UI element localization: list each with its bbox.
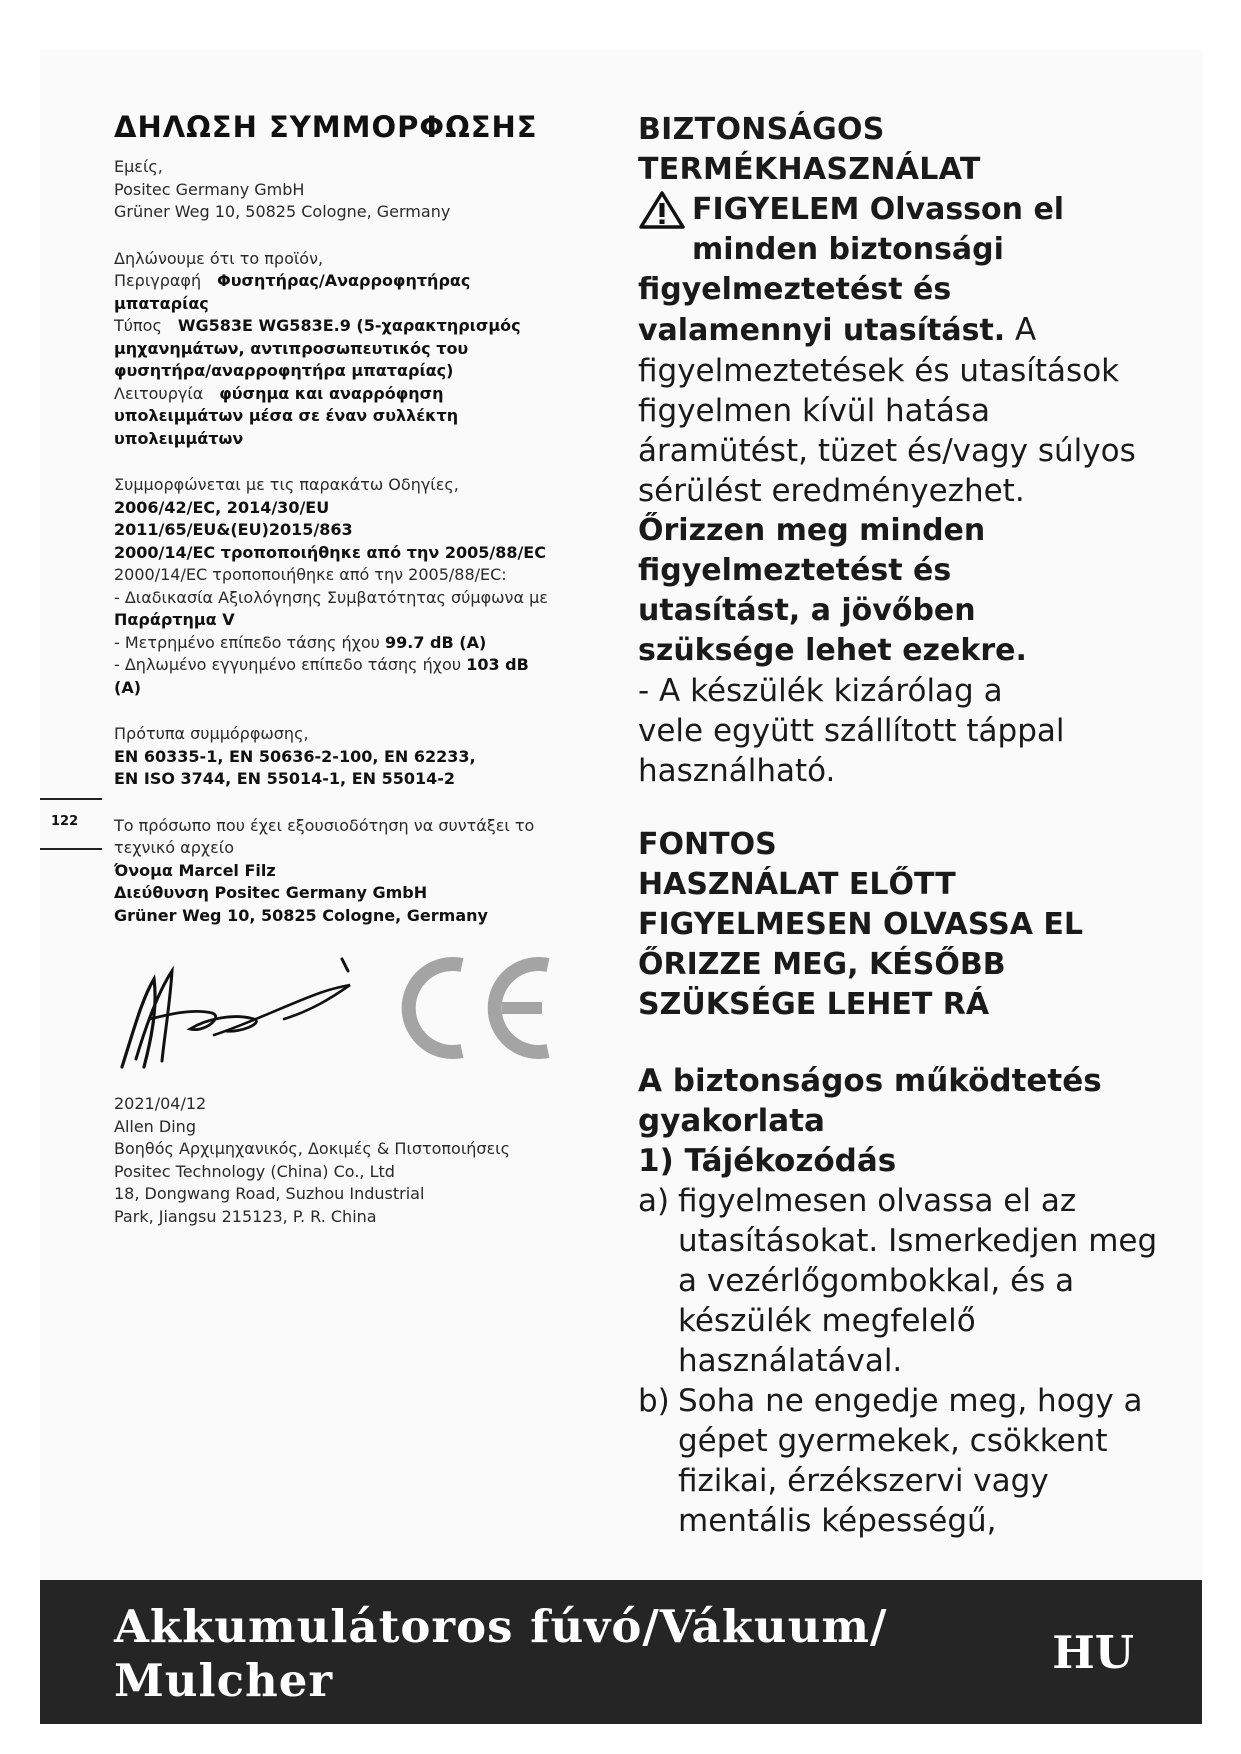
language-code: HU — [1052, 1626, 1134, 1679]
warning-triangle-icon — [638, 190, 686, 230]
measured-label: - Μετρημένο επίπεδο τάσης ήχου — [114, 632, 380, 652]
signer-company: Positec Technology (China) Co., Ltd — [114, 1161, 395, 1181]
authorized-line: τεχνικό αρχείο — [114, 838, 234, 857]
signer-address: Park, Jiangsu 215123, P. R. China — [114, 1206, 377, 1226]
guaranteed-row — [114, 654, 614, 677]
practice-heading — [638, 1061, 1158, 1181]
signer-name: Allen Ding — [114, 1116, 196, 1136]
list-text: figyelmesen olvassa el az utasításokat. Ismerkedjen meg a vezérlőgombokkal, és a készülék megfelelő használatával. — [678, 1183, 1158, 1379]
procedure-line: - Διαδικασία Αξιολόγησης Συμβατότητας σύμφωνα με — [114, 587, 548, 607]
power-note: - A készülék kizárólag a — [638, 673, 1003, 709]
important-line: HASZNÁLAT ELŐTT — [638, 867, 956, 902]
type-value-cont: φυσητήρα/αναρροφητήρα μπαταρίας) — [114, 361, 454, 380]
annex: Παράρτημα V — [114, 610, 235, 629]
keep-instructions: szüksége lehet ezekre. — [638, 633, 1027, 668]
footer-bar — [40, 1580, 1202, 1724]
important-line: FONTOS — [638, 827, 777, 862]
safety-title: BIZTONSÁGOS — [638, 112, 885, 147]
function-value-cont: υπολειμμάτων — [114, 428, 244, 448]
guaranteed-value-cont: (A) — [114, 677, 142, 697]
measured-row — [114, 632, 614, 655]
function-value-cont: υπολειμμάτων μέσα σε έναν συλλέκτη — [114, 406, 459, 425]
intro-line: Grüner Weg 10, 50825 Cologne, Germany — [114, 202, 451, 221]
guaranteed-value: 103 dB — [466, 655, 529, 674]
practice-title: A biztonságos működtetés — [638, 1063, 1102, 1099]
directive-line: 2000/14/EC τροποποιήθηκε από την 2005/88/EC — [114, 542, 546, 562]
standards-line: EN ISO 3744, EN 55014-1, EN 55014-2 — [114, 769, 456, 788]
intro-line: Positec Germany GmbH — [114, 179, 305, 199]
product-title — [114, 1600, 974, 1708]
directive-line: 2006/42/EC, 2014/30/EU — [114, 497, 330, 517]
description-label: Περιγραφή — [114, 271, 202, 290]
description-value: Φυσητήρας/Αναρροφητήρας — [217, 271, 471, 290]
ce-mark — [396, 953, 556, 1063]
signer-address: 18, Dongwang Road, Suzhou Industrial — [114, 1184, 425, 1203]
warning-heading-cont — [638, 310, 1158, 351]
practice-title: gyakorlata — [638, 1103, 825, 1139]
function-row — [114, 383, 614, 406]
signature-image — [114, 949, 364, 1079]
signature-row — [114, 949, 614, 1089]
signature-date: 2021/04/12 — [114, 1094, 207, 1113]
authorized-address: Διεύθυνση Positec Germany GmbH — [114, 883, 428, 902]
description-value-cont: μπαταρίας — [114, 293, 209, 313]
type-row — [114, 315, 614, 338]
description-row — [114, 270, 614, 293]
safety-title: TERMÉKHASZNÁLAT — [638, 152, 981, 187]
type-value: WG583E WG583E.9 (5-χαρακτηρισμός — [177, 316, 521, 335]
standards-line: EN 60335-1, EN 50636-2-100, EN 62233, — [114, 746, 476, 766]
directive-line: 2011/65/EU&(EU)2015/863 — [114, 520, 353, 539]
warning-body: figyelmen kívül hatása — [638, 393, 990, 429]
signer-role: Βοηθός Αρχιμηχανικός, Δοκιμές & Πιστοποιήσεις — [114, 1139, 510, 1158]
directive-plain: 2000/14/EC τροποποιήθηκε από την 2005/88/EC: — [114, 565, 507, 584]
list-marker: a) — [638, 1183, 670, 1219]
list-text: Soha ne engedje meg, hogy a gépet gyermekek, csökkent fizikai, érzékszervi vagy mentális képességű, — [678, 1383, 1143, 1539]
page-number: 122 — [51, 814, 79, 829]
warning-heading-end: valamennyi utasítást. — [638, 313, 1006, 348]
important-block — [638, 825, 1158, 1025]
intro-line: Εμείς, — [114, 157, 163, 176]
declaration-column — [114, 110, 614, 1228]
warning-heading-cont: figyelmeztetést és — [638, 272, 952, 307]
function-label: Λειτουργία — [114, 383, 204, 403]
authorized-address-cont: Grüner Weg 10, 50825 Cologne, Germany — [114, 905, 488, 925]
warning-heading-cont: minden biztonsági — [692, 232, 1004, 267]
warning-heading: FIGYELEM Olvasson el — [692, 192, 1065, 227]
important-line: SZÜKSÉGE LEHET RÁ — [638, 987, 990, 1022]
warning-body-start: A — [1005, 312, 1037, 348]
declaration-title: ΔΗΛΩΣΗ ΣΥΜΜΟΡΦΩΣΗΣ — [114, 110, 538, 144]
measured-value: 99.7 dB (A) — [384, 632, 487, 652]
product-title-line: Akkumulátoros fúvó/Vákuum/ — [114, 1600, 888, 1653]
product-title-line: Mulcher — [114, 1654, 334, 1707]
keep-instructions: figyelmeztetést és — [638, 553, 952, 588]
warning-body: áramütést, tüzet és/vagy súlyos — [638, 433, 1136, 469]
important-line: ŐRIZZE MEG, KÉSŐBB — [638, 947, 1006, 982]
authorized-name: Όνομα Marcel Filz — [114, 860, 276, 880]
warning-body: figyelmeztetések és utasítások — [638, 353, 1120, 389]
safety-column — [638, 110, 1158, 1541]
list-item — [638, 1181, 1158, 1381]
list-marker: b) — [638, 1383, 670, 1419]
standards-intro: Πρότυπα συμμόρφωσης, — [114, 724, 309, 743]
power-note: vele együtt szállított táppal — [638, 713, 1065, 749]
guaranteed-label: - Δηλωμένο εγγυημένο επίπεδο τάσης ήχου — [114, 655, 462, 674]
list-item — [638, 1381, 1158, 1541]
authorized-line: Το πρόσωπο που έχει εξουσιοδότηση να συντάξει το — [114, 815, 535, 835]
keep-instructions: utasítást, a jövőben — [638, 593, 976, 628]
type-value-cont: μηχανημάτων, αντιπροσωπευτικός του — [114, 338, 469, 358]
important-line: FIGYELMESEN OLVASSA EL — [638, 907, 1083, 942]
orientation-title: 1) Tájékozódás — [638, 1143, 897, 1179]
directives-intro: Συμμορφώνεται με τις παρακάτω Οδηγίες, — [114, 475, 459, 494]
type-label: Τύπος — [114, 316, 162, 335]
function-value: φύσημα και αναρρόφηση — [219, 383, 444, 403]
declare-line: Δηλώνουμε ότι το προϊόν, — [114, 248, 324, 268]
power-note: használható. — [638, 753, 836, 789]
keep-instructions: Őrizzen meg minden — [638, 513, 986, 548]
warning-block — [638, 190, 1158, 351]
warning-body: sérülést eredményezhet. — [638, 473, 1025, 509]
